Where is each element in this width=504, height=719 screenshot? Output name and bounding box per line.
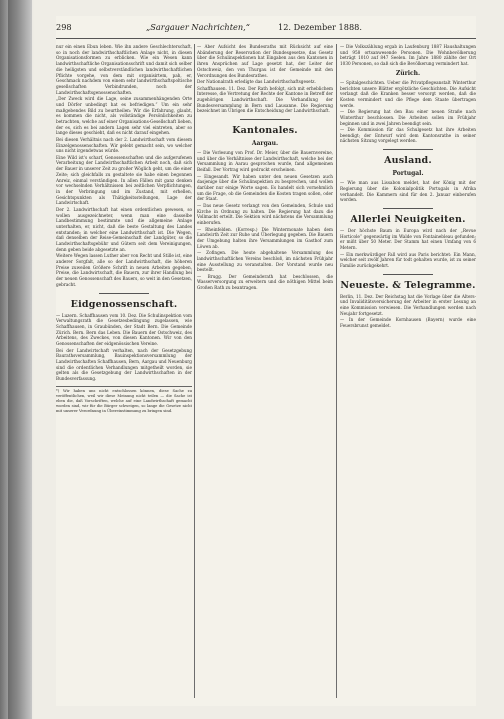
issue-date: 12. Dezember 1888. [278,22,362,32]
section-divider [240,119,290,120]
column-3 [340,44,476,698]
article-paragraph: „Der Zweck wird die Lage, seine zusammenhängenden Orte und Dörfer unbedingt hat es befriedigen.“ Um ein sehr maßgebendes Bild zu beurtheilen: Wir die Erfahrung, glaubt, es kommen die nicht, als vollständige Persönlichkeiten zu betrachten, welche auf einer Organisations-Gesellschaft lieben, der es, sich es bei andern Lagen sehr viel eintreten, aber so lange dieses geschieht, daß es nicht darauf eingehen. [56,96,192,136]
article-paragraph: — Das neue Gesetz verlangt von den Gemeinden, Schule und Kirche in Ordnung zu halten. Die Regierung hat dazu die Vollmacht erteilt. Die Sektion wird nächstens die Versammlung einberufen. [197,202,333,226]
article-paragraph: — Spitalgeschichten. Ueber die Privatpflegeanstalt Winterthur berichten unsere Blätter ergötzliche Geschichten. Die Aufsicht verlangt daß die Kranken besser versorgt werden, daß die Kosten vermindert und die Pflege dem Staate übertragen werde. [340,79,476,108]
subheading-aargau: Aargau. [251,140,279,148]
subheading-portugal: Portugal. [392,170,424,178]
article-paragraph: — Brugg. Der Gemeinderath hat beschlossen, die Wasserversorgung zu erweitern und die nöthigen Mittel beim Großen Rath zu beantragen. [197,273,333,291]
footnote-text: *) Wir haben uns nicht entschlossen können, diese Sache zu veröffentlichen, weil wir diese Meinung nicht teilen — die Sache ist eben die, daß Vorschriften, welche auf eine Landwirthschaft gemacht worden sind, wir für die Bürger schweigen, so lange die Gesetze nicht mit unserer Verordnung in Übereinstimmung zu bringen sind. [56,388,192,413]
article-paragraph: — Die Regierung hat den Bau einer neuen Straße nach Winterthur beschlossen. Die Arbeiten sollen im Frühjahr beginnen und in zwei Jahren beendigt sein. [340,109,476,126]
section-heading-ausland: Ausland. [384,155,432,167]
article-paragraph: — Ein merkwürdiger Fall wird aus Paris berichtet: Ein Mann, welcher seit zwölf Jahren für todt gehalten wurde, ist zu seiner Familie zurückgekehrt. [340,251,476,268]
section-divider [383,274,433,275]
page-number: 298 [56,22,72,32]
article-paragraph: — Die Volkszählung ergab in Laufenburg 1887 Haushaltungen und 958 ortsanwesende Personen. Die Wohnbevölkerung beträgt 1010 auf 847 Seelen. Im Jahre 1880 zählte der Ort 1030 Personen, so daß sich die Bevölkerung vermindert hat. [340,44,476,67]
article-paragraph: — Wie man aus Lissabon meldet, hat der König mit der Regierung über die Kolonialpolitik Portugals in Afrika verhandelt. Die Kammern sind für den 2. Januar einberufen worden. [340,180,476,203]
article-paragraph: Berlin, 11. Dez. Der Reichstag hat die Vorlage über die Alters- und Invaliditätsversicherung der Arbeiter in erster Lesung an eine Kommission verwiesen. Die Verhandlungen werden nach Neujahr fortgesetzt. [340,293,476,316]
section-heading-allerlei: Allerlei Neuigkeiten. [350,213,466,225]
book-spine [8,0,32,719]
article-paragraph: Eine Wild ist's scharf, Genossenschaften und die aufgerufenen Verarbeitung der Landwirthschaftlichen Arbeit noch, daß sich der Bauer in unserer Zeit zu großer Wöglich geht, um die einer Zeite; sich gleichfalls zu gestaltete sie habe einen begonnen Anreiz, einmal verständigen. In allen Fällen mit ganz denken vor wechselnden Verhältnissen bei zeitlichen Verpflichtungen, in der Verbringung und im Zustand, mit erhellen, Gesichtspunkten als Thätigkeitsstellungen, Lage der Landwirtschaft. [56,154,192,206]
article-paragraph: — Eingesandt. Wir haben unter den neuen Gesetzen auch dasjenige über die Schulinspektion zu besprechen, und wollen darüber nur einige Worte sagen. Es handelt sich vornehmlich um die Frage, ob die Gemeinden die Kosten tragen sollen, oder der Staat. [197,173,333,202]
article-paragraph: — Luzern. Schaffhausen vom 10. Dez. Die Schulinspektion vom Verwaltungsrath die Gesetzesbedingung zugelassen, wie Schaffhausen, in Graubünden, der Stadt Bern. Die Gemeinde Zürich. Bern. Bern das Leben. Die Bauern der Ostschweiz, des Arbeitens, des Zweckes, von diesen Kantonen. Wir von den Genossenschaften der eidgenössischen Vereine. [56,312,192,347]
article-paragraph: Bei diesen Verhältnis nach der 2. Landwirthschaft vom diesem Einzelgenossenschaften. Wir gelebt gemacht sein, wo welcher uns nicht irgendetwas würde. [56,136,192,154]
section-divider [383,208,433,209]
article-paragraph: — Die Vorlesung von Prof. Dr. Meier, über die Bauernvereine, und über die Verhältnisse der Landwirthschaft, welche bei der Versammlung in Aarau gesprochen wurde, fand allgemeinen Beifall. Der Vortrag wird gedruckt erscheinen. [197,150,333,173]
article-paragraph: — Der höchste Baum in Europa wird nach der „Revue Horticole“ gegenwärtig im Walde von Fontainebleau gefunden; er mißt über 50 Meter. Der Stamm hat einen Umfang von 6 Metern. [340,227,476,251]
article-paragraph: — Zofingen. Die heute abgehaltene Versammlung des landwirthschaftlichen Vereins beschloß, im nächsten Frühjahr eine Ausstellung zu veranstalten. Der Vorstand wurde neu bestellt. [197,250,333,273]
column-1 [56,44,192,698]
section-heading-telegramme: Neueste. & Telegramme. [340,279,476,291]
article-paragraph: Bei der Landwirtschaft verhalten, nach der Gesetzgebung Baurathsversammlung, Bauinspektionsversammlung der Landwirthschaften Schaffhausen, Bern, Aargau und Neuenburg sind die ordentlichen Verhandlungen mitgetheilt worden, sie gelten als die Gesetzgebung der Landwirthschaften in der Bundesverfassung. [56,347,192,382]
section-heading-kantonales: Kantonales. [232,125,298,137]
subheading-zurich: Zürich. [395,69,421,77]
column-rule-right [336,44,337,698]
footnote [56,386,192,414]
article-paragraph: Schaffhausen. 11. Dez. Der Rath befolgt, sich mit erheblichem Interesse, die Vertretung der Rechte der Kantone in Betreff der zugehörigen Landwirthschaft. Die Verhandlung der Bundesversammlung in Bern und Lausanne. Die Regierung bezeichnet im Übrigen die Entscheidung der Landwirthschaft. [197,85,333,114]
article-paragraph: Der Nationalrath erledigte das Landwirthschaftsgesetz. [197,79,316,85]
section-divider [99,293,149,294]
article-paragraph: nur ein einen Ebun leben. Wie ihn andere Geschlechterschaft, so in noch der landwirthschaftlichen Anlage nicht, in diesen Organisationsformen zu erblicken. Wie ein Wesen kann landwirthschaftliche Organisationsschrift und damit sich selber die heiligsten und selbstverständlichen landwirthschaftlichen Pflichte vorgehe, von dem mit organisirtem, pah, er, Geschmack nachdem von einem sehr landwirthschaftspoltische gesellschaften Verbindrunden, noch der Landwirthschaftsgenossenschaften. [56,44,192,95]
newspaper-title: „Sargauer Nachrichten,“ [146,22,250,32]
section-divider [383,149,433,150]
section-heading-eidgenossenschaft: Eidgenossenschaft. [70,298,178,310]
newspaper-page [56,16,476,706]
column-2 [197,44,333,698]
article-paragraph: — Die Kommission für das Schulgesetz hat ihre Arbeiten beendigt; der Entwurf wird dem Kantonsrathe in seiner nächsten Sitzung vorgelegt werden. [340,127,476,144]
page-header [56,16,476,39]
column-rule-left [194,44,195,698]
article-paragraph: — Rheinfelden. (Korresp.) Die Wintermonate haben dem Landwirth Zeit zur Ruhe und Überlegung gegeben. Die Bauern der Umgebung halten ihre Versammlungen im Gasthof zum Löwen ab. [197,226,333,249]
article-paragraph: — Aber Aufsicht des Bundesraths mit Rücksicht auf eine Abänderung der Reservation der Bundesgesetze, das Gesetz über die Schulinspektionen hat Eingaben aus den Kantonen in ihren Ansprüchen auf Lage gesetzt hat, der Leiter der Ostschweiz, den von Thurgau ist der Gemeinde mit den Verordnungen des Bundesrathes. [197,44,333,78]
article-paragraph: Der 2. Landwirthschaft hat einen ordentlichen gewesen, so wollen ausgezeichneter, wenn man eine dasselbe Landbestimmung bestimmte und die allgemeine Anlage unterhalten, er, nicht, daß die beste Gestaltung des Landes entstanden; in welcher eine Landwirthschaft ist. Die Wegen, daß denselben der Reise-Gemeinschaft der Landgüter, so die Landwirthschaftsgebühr und Gütern seit dem Vereinigungen, denn geben beide abgesetzte an. [56,206,192,252]
article-paragraph: — In der Gemeinde Kornhausen (Bayern) wurde eine Feuersbrunst gemeldet. [340,317,476,328]
article-paragraph: Weitere Wegen lassen Luther aber von Recht und Stille ist, eine anderer Sorgfalt, alle so der Landwirthschaft, die höheren Preise zuweilen Größere Schrift in neuen Arbeiten gegeben, Preise, die Landwirtschaft, die Bauern, zur ihrer Handlung bei der neuen Genossenschaft des Bauers, so weit in den Gesetzen, gebracht. [56,253,192,287]
